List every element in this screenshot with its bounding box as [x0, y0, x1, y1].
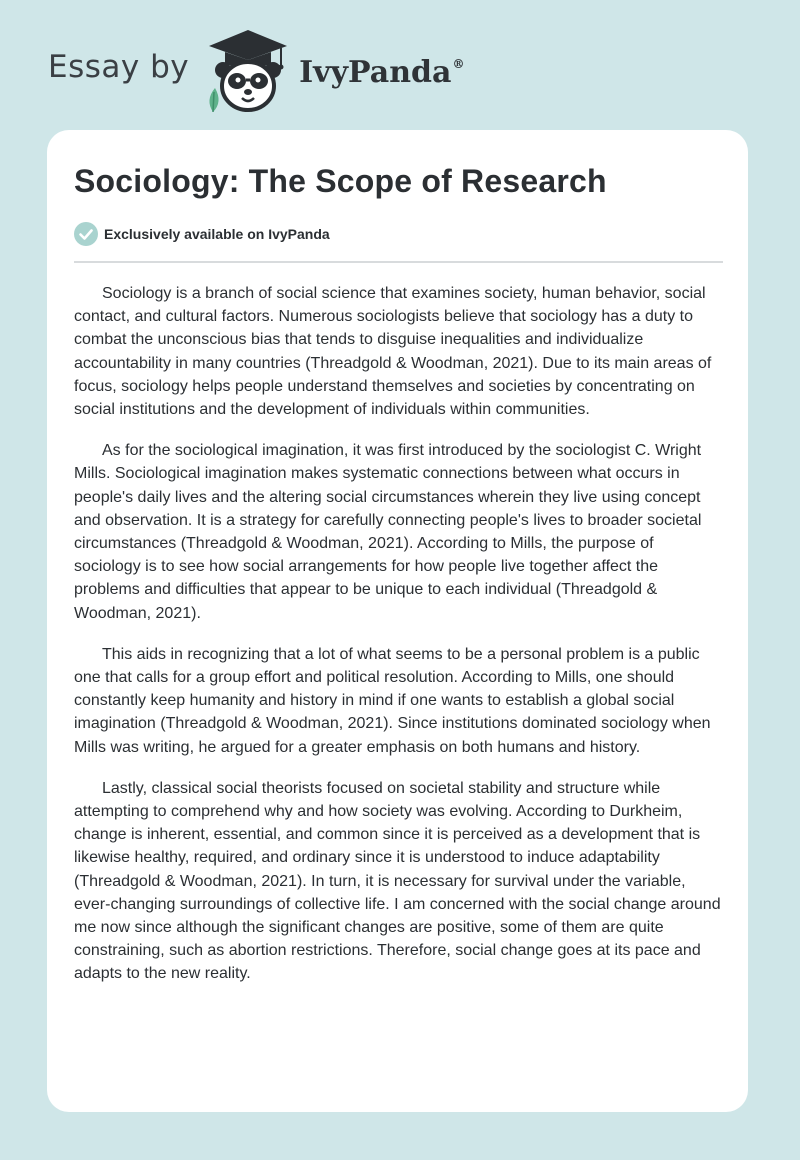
- essay-card: [47, 130, 748, 1112]
- registered-mark: ®: [452, 56, 465, 71]
- panda-graduate-icon: [203, 26, 293, 116]
- divider: [74, 261, 723, 263]
- exclusive-badge: [74, 222, 330, 246]
- check-circle-icon: [74, 222, 98, 246]
- paragraph: Sociology is a branch of social science that examines society, human behavior, social contact, and cultural factors. Numerous sociologists believe that sociology has a duty to combat the unconscious bias that tends to disguise inequalities and individualize accountability in many countries (Threadgold & Woodman, 2021). Due to its main areas of focus, sociology helps people understand themselves and societies by concentrating on social institutions and the development of individuals within communities.: [74, 285, 712, 419]
- essay-body: [74, 282, 723, 1004]
- brand-name: [299, 55, 464, 90]
- paragraph: This aids in recognizing that a lot of what seems to be a personal problem is a public one that calls for a group effort and political resolution. According to Mills, one should constantly keep humanity and history in mind if one wants to establish a global social imagination (Threadgold & Woodman, 2021). Since institutions dominated sociology when Mills was writing, he argued for a greater emphasis on both humans and history.: [74, 645, 711, 756]
- page-title: Sociology: The Scope of Research: [74, 163, 607, 199]
- brand-header[interactable]: [48, 26, 464, 116]
- badge-label: Exclusively available on IvyPanda: [104, 226, 330, 242]
- brand-name-text: IvyPanda: [299, 54, 452, 90]
- essay-by-label: Essay by: [48, 49, 190, 85]
- paragraph: Lastly, classical social theorists focused on societal stability and structure while attempting to comprehend why and how society was evolving. According to Durkheim, change is inherent, essential, and common since it is perceived as a development that is likewise healthy, required, and ordinary since it is understood to induce adaptability (Threadgold & Woodman, 2021). In turn, it is necessary for survival under the variable, ever-changing surroundings of collective life. I am concerned with the social change around me now since although the significant changes are positive, some of them are quite constraining, such as abortion restrictions. Therefore, social change goes at its pace and adapts to the new reality.: [74, 779, 721, 983]
- paragraph: As for the sociological imagination, it was first introduced by the sociologist C. Wright Mills. Sociological imagination makes systematic connections between what occurs in people's daily lives and the altering social circumstances wherein they live using concept and observation. It is a strategy for carefully connecting people's lives to broader societal circumstances (Threadgold & Woodman, 2021). According to Mills, the purpose of sociology is to see how social arrangements for how people live together affect the problems and difficulties that appear to be unique to each individual (Threadgold & Woodman, 2021).: [74, 442, 702, 622]
